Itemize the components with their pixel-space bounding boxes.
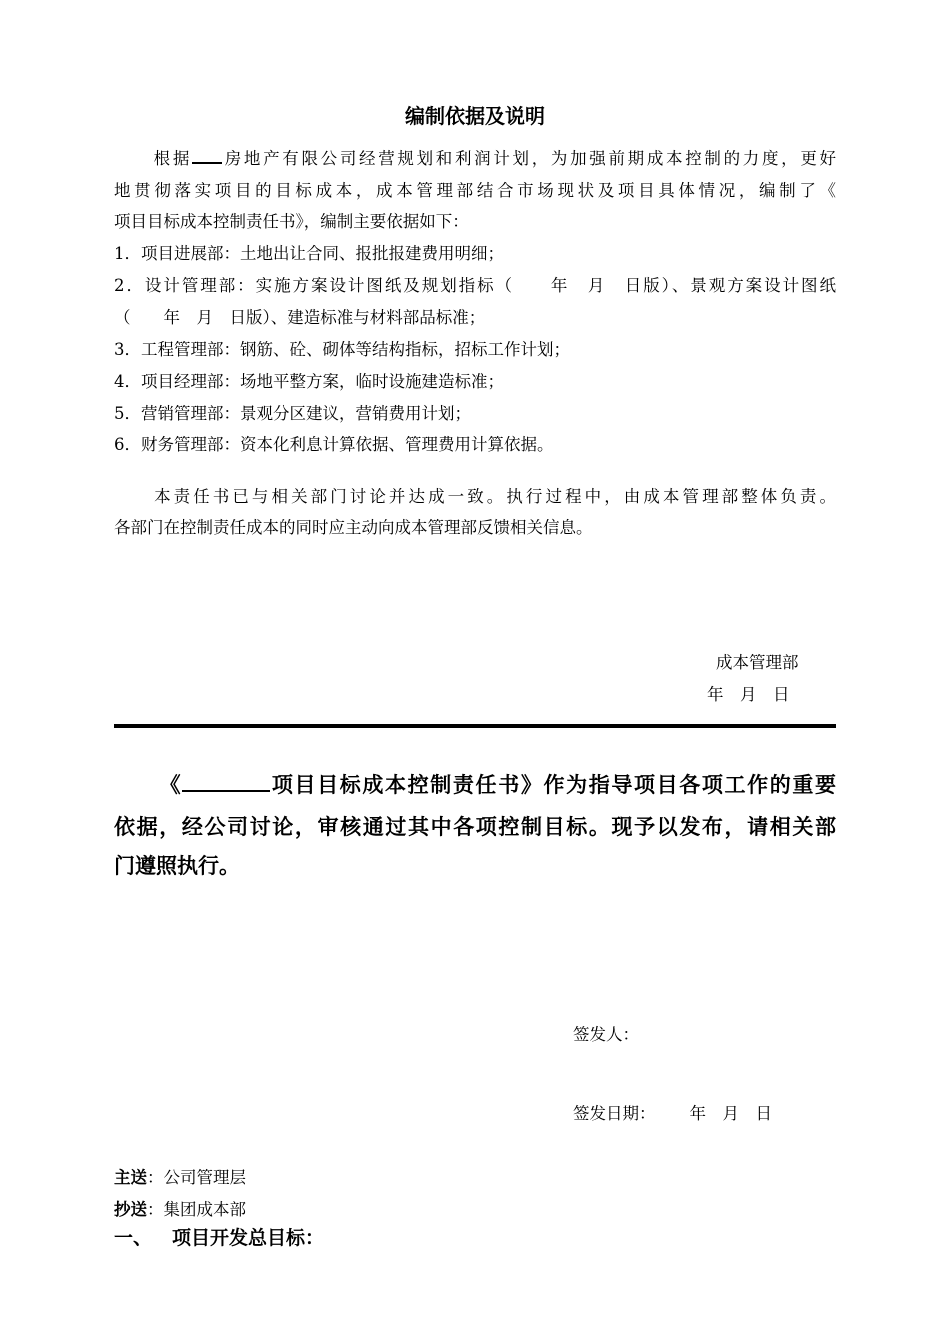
dept-signature: 成本管理部 bbox=[716, 653, 799, 672]
intro-line-1 bbox=[114, 145, 836, 169]
company-name-blank bbox=[192, 162, 222, 164]
intro-line-2: 地贯彻落实项目的目标成本，成本管理部结合市场现状及项目具体情况，编制了《 bbox=[114, 181, 836, 200]
section-1-title: 项目开发总目标： bbox=[172, 1227, 325, 1249]
page-title: 编制依据及说明 bbox=[405, 104, 545, 128]
basis-item-6: 6．财务管理部：资本化利息计算依据、管理费用计算依据。 bbox=[114, 435, 554, 454]
intro-suffix: 房地产有限公司经营规划和利润计划，为加强前期成本控制的力度，更好 bbox=[222, 149, 837, 168]
responsibility-line-1 bbox=[114, 483, 836, 507]
section-1-heading bbox=[114, 1223, 324, 1250]
responsibility-line-2: 各部门在控制责任成本的同时应主动向成本管理部反馈相关信息。 bbox=[114, 518, 593, 537]
release-line-3: 门遵照执行。 bbox=[114, 853, 240, 878]
cc-label: 抄送 bbox=[114, 1200, 147, 1219]
dept-sign-date: 年 月 日 bbox=[707, 685, 790, 704]
distribution-cc bbox=[114, 1196, 246, 1220]
project-name-blank bbox=[182, 790, 270, 792]
issue-date-label: 签发日期： bbox=[573, 1104, 656, 1123]
basis-item-1: 1．项目进展部：土地出让合同、报批报建费用明细； bbox=[114, 244, 504, 263]
issue-date-row bbox=[573, 1100, 772, 1124]
intro-prefix: 根据 bbox=[151, 149, 193, 168]
basis-item-2a: 2．设计管理部：实施方案设计图纸及规划指标（ 年 月 日版）、景观方案设计图纸 bbox=[114, 276, 836, 295]
basis-item-4: 4．项目经理部：场地平整方案，临时设施建造标准； bbox=[114, 372, 504, 391]
basis-item-2b: （ 年 月 日版）、建造标准与材料部品标准； bbox=[114, 308, 486, 327]
to-label: 主送 bbox=[114, 1168, 147, 1187]
release-line-1 bbox=[114, 769, 836, 799]
issue-date-value: 年 月 日 bbox=[689, 1104, 772, 1123]
release-suffix: 项目目标成本控制责任书》作为指导项目各项工作的重要 bbox=[270, 772, 837, 797]
basis-item-5: 5．营销管理部：景观分区建议，营销费用计划； bbox=[114, 404, 471, 423]
distribution-to bbox=[114, 1164, 246, 1188]
issuer-label: 签发人： bbox=[573, 1025, 639, 1044]
intro-line-3: 项目目标成本控制责任书》，编制主要依据如下： bbox=[114, 212, 469, 231]
release-line-2: 依据，经公司讨论，审核通过其中各项控制目标。现予以发布，请相关部 bbox=[114, 814, 836, 839]
to-value: ：公司管理层 bbox=[147, 1168, 246, 1187]
section-1-number: 一、 bbox=[114, 1227, 153, 1249]
release-open-quote: 《 bbox=[158, 772, 183, 797]
basis-item-3: 3．工程管理部：钢筋、砼、砌体等结构指标，招标工作计划； bbox=[114, 340, 570, 359]
responsibility-text-1: 本责任书已与相关部门讨论并达成一致。执行过程中，由成本管理部整体负责。 bbox=[151, 487, 836, 506]
cc-value: ：集团成本部 bbox=[147, 1200, 246, 1219]
section-divider bbox=[114, 724, 836, 728]
